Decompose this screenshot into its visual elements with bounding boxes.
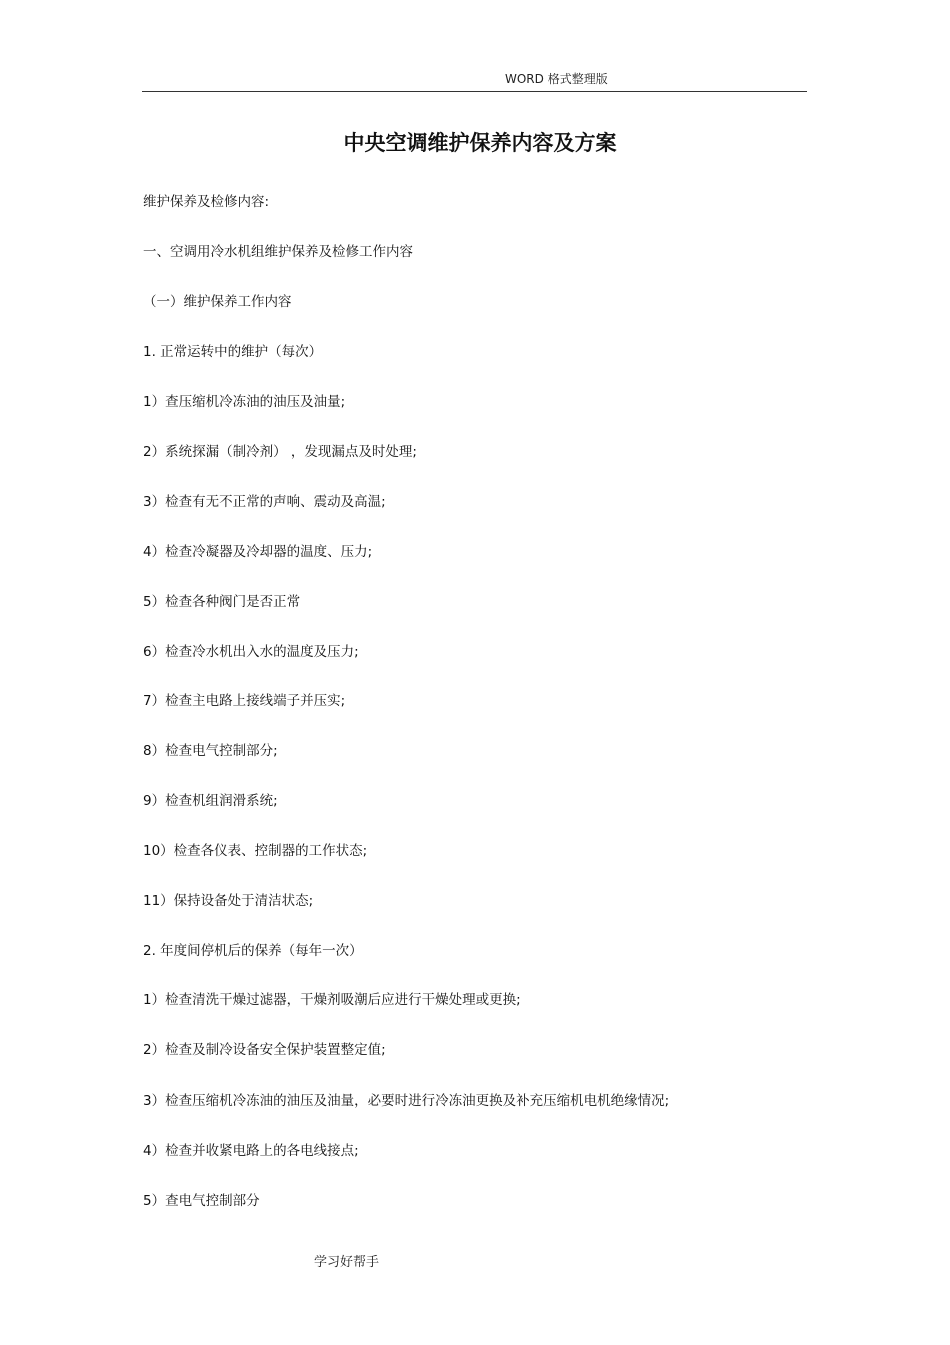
list-item: 5）查电气控制部分 xyxy=(143,1193,260,1209)
list-item: 2）检查及制冷设备安全保护装置整定值; xyxy=(143,1042,386,1058)
page-footer: 学习好帮手 xyxy=(314,1255,380,1270)
list-item: 9）检查机组润滑系统; xyxy=(143,793,278,809)
list-item: 10）检查各仪表、控制器的工作状态; xyxy=(143,843,368,859)
list-item: 3）检查压缩机冷冻油的油压及油量，必要时进行冷冻油更换及补充压缩机电机绝缘情况; xyxy=(143,1093,670,1109)
list-item: 3）检查有无不正常的声响、震动及高温; xyxy=(143,494,386,510)
item-heading: 1. 正常运转中的维护（每次） xyxy=(143,344,323,360)
list-item: 6）检查冷水机出入水的温度及压力; xyxy=(143,644,359,660)
section-intro: 维护保养及检修内容: xyxy=(143,194,270,210)
list-item: 11）保持设备处于清洁状态; xyxy=(143,893,314,909)
list-item: 4）检查并收紧电路上的各电线接点; xyxy=(143,1143,359,1159)
list-item: 5）检查各种阀门是否正常 xyxy=(143,594,301,610)
section-heading: 一、空调用冷水机组维护保养及检修工作内容 xyxy=(143,244,413,260)
list-item: 1）检查清洗干燥过滤器，干燥剂吸潮后应进行干燥处理或更换; xyxy=(143,992,521,1008)
list-item: 2）系统探漏（制冷剂） ，发现漏点及时处理; xyxy=(143,444,417,460)
page-header: WORD 格式整理版 xyxy=(505,72,608,86)
subsection-heading: （一）维护保养工作内容 xyxy=(143,294,292,310)
list-item: 4）检查冷凝器及冷却器的温度、压力; xyxy=(143,544,373,560)
list-item: 8）检查电气控制部分; xyxy=(143,743,278,759)
item-heading: 2. 年度间停机后的保养（每年一次） xyxy=(143,943,363,959)
list-item: 1）查压缩机冷冻油的油压及油量; xyxy=(143,394,346,410)
document-title: 中央空调维护保养内容及方案 xyxy=(343,130,617,155)
list-item: 7）检查主电路上接线端子并压实; xyxy=(143,693,346,709)
